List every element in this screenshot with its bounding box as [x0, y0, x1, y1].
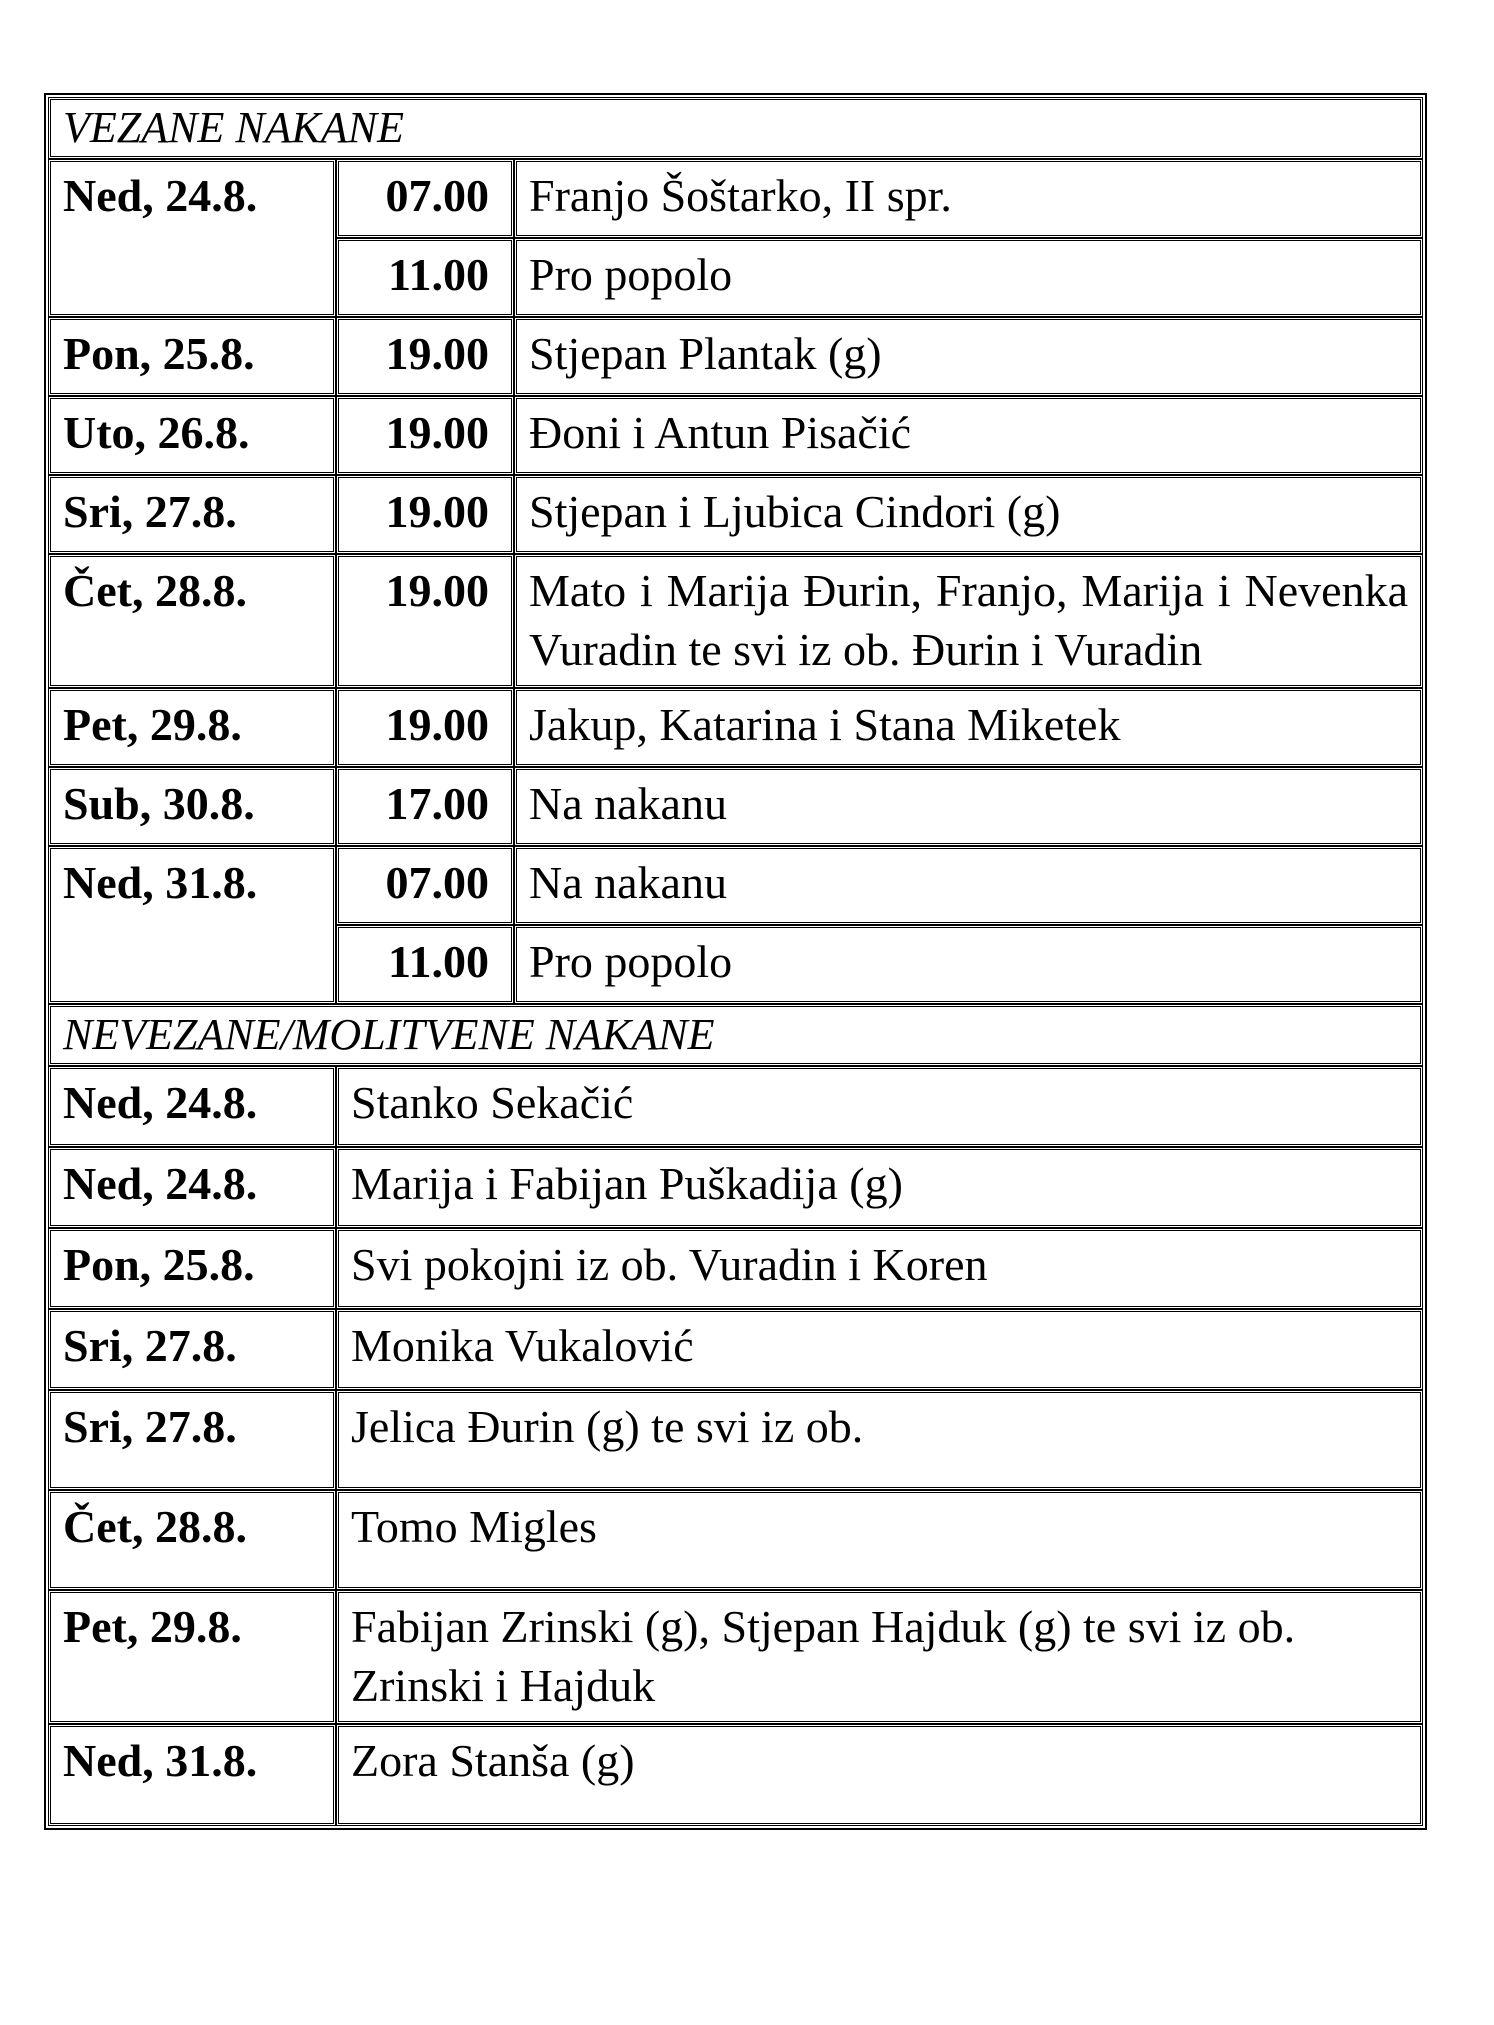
intention-cell: Jelica Đurin (g) te svi iz ob.: [336, 1390, 1423, 1490]
table-row: [48, 159, 1423, 238]
intention-cell: Đoni i Antun Pisačić: [514, 396, 1423, 475]
time-cell: 11.00: [336, 238, 514, 317]
table-row: [48, 1309, 1423, 1390]
day-cell: Sri, 27.8.: [48, 1390, 336, 1490]
mass-intentions-table: [44, 93, 1427, 1830]
time-cell: 19.00: [336, 554, 514, 688]
intention-cell: Zora Stanša (g): [336, 1724, 1423, 1826]
intention-cell: Jakup, Katarina i Stana Miketek: [514, 688, 1423, 767]
day-cell: Čet, 28.8.: [48, 1490, 336, 1590]
intention-cell: Stanko Sekačić: [336, 1066, 1423, 1147]
table-row: [48, 475, 1423, 554]
intention-cell: Svi pokojni iz ob. Vuradin i Koren: [336, 1228, 1423, 1309]
intention-cell: Stjepan i Ljubica Cindori (g): [514, 475, 1423, 554]
day-cell: Ned, 24.8.: [48, 159, 336, 317]
intention-cell: Fabijan Zrinski (g), Stjepan Hajduk (g) te svi iz ob. Zrinski i Hajduk: [336, 1590, 1423, 1724]
table-row: [48, 1390, 1423, 1490]
day-cell: Ned, 24.8.: [48, 1066, 336, 1147]
day-cell: Ned, 24.8.: [48, 1147, 336, 1228]
day-cell: Sub, 30.8.: [48, 767, 336, 846]
intention-cell: Pro popolo: [514, 238, 1423, 317]
table-row: [48, 1228, 1423, 1309]
time-cell: 07.00: [336, 846, 514, 925]
day-cell: Pon, 25.8.: [48, 1228, 336, 1309]
time-cell: 19.00: [336, 317, 514, 396]
table-row: [48, 396, 1423, 475]
section-heading-vezane: VEZANE NAKANE: [48, 97, 1423, 159]
time-cell: 19.00: [336, 475, 514, 554]
table-row: [48, 688, 1423, 767]
table-row: [48, 1590, 1423, 1724]
day-cell: Pon, 25.8.: [48, 317, 336, 396]
table-row: [48, 1490, 1423, 1590]
day-cell: Čet, 28.8.: [48, 554, 336, 688]
section-heading-nevezane: NEVEZANE/MOLITVENE NAKANE: [48, 1004, 1423, 1066]
day-cell: Ned, 31.8.: [48, 846, 336, 1004]
table-row: [48, 767, 1423, 846]
time-cell: 17.00: [336, 767, 514, 846]
day-cell: Sri, 27.8.: [48, 1309, 336, 1390]
day-cell: Ned, 31.8.: [48, 1724, 336, 1826]
intention-cell: Monika Vukalović: [336, 1309, 1423, 1390]
day-cell: Pet, 29.8.: [48, 688, 336, 767]
table-row: [48, 554, 1423, 688]
table-row: [48, 846, 1423, 925]
table-row: [48, 1066, 1423, 1147]
table-row: [48, 1147, 1423, 1228]
day-cell: Sri, 27.8.: [48, 475, 336, 554]
time-cell: 19.00: [336, 396, 514, 475]
table-row: [48, 317, 1423, 396]
time-cell: 11.00: [336, 925, 514, 1004]
table-row: [48, 1724, 1423, 1826]
intention-cell: Marija i Fabijan Puškadija (g): [336, 1147, 1423, 1228]
intention-cell: Stjepan Plantak (g): [514, 317, 1423, 396]
intention-cell: Pro popolo: [514, 925, 1423, 1004]
day-cell: Pet, 29.8.: [48, 1590, 336, 1724]
time-cell: 19.00: [336, 688, 514, 767]
intention-cell: Mato i Marija Đurin, Franjo, Marija i Nevenka Vuradin te svi iz ob. Đurin i Vuradin: [514, 554, 1423, 688]
intention-cell: Na nakanu: [514, 767, 1423, 846]
intention-cell: Na nakanu: [514, 846, 1423, 925]
day-cell: Uto, 26.8.: [48, 396, 336, 475]
time-cell: 07.00: [336, 159, 514, 238]
intention-cell: Franjo Šoštarko, II spr.: [514, 159, 1423, 238]
intention-cell: Tomo Migles: [336, 1490, 1423, 1590]
